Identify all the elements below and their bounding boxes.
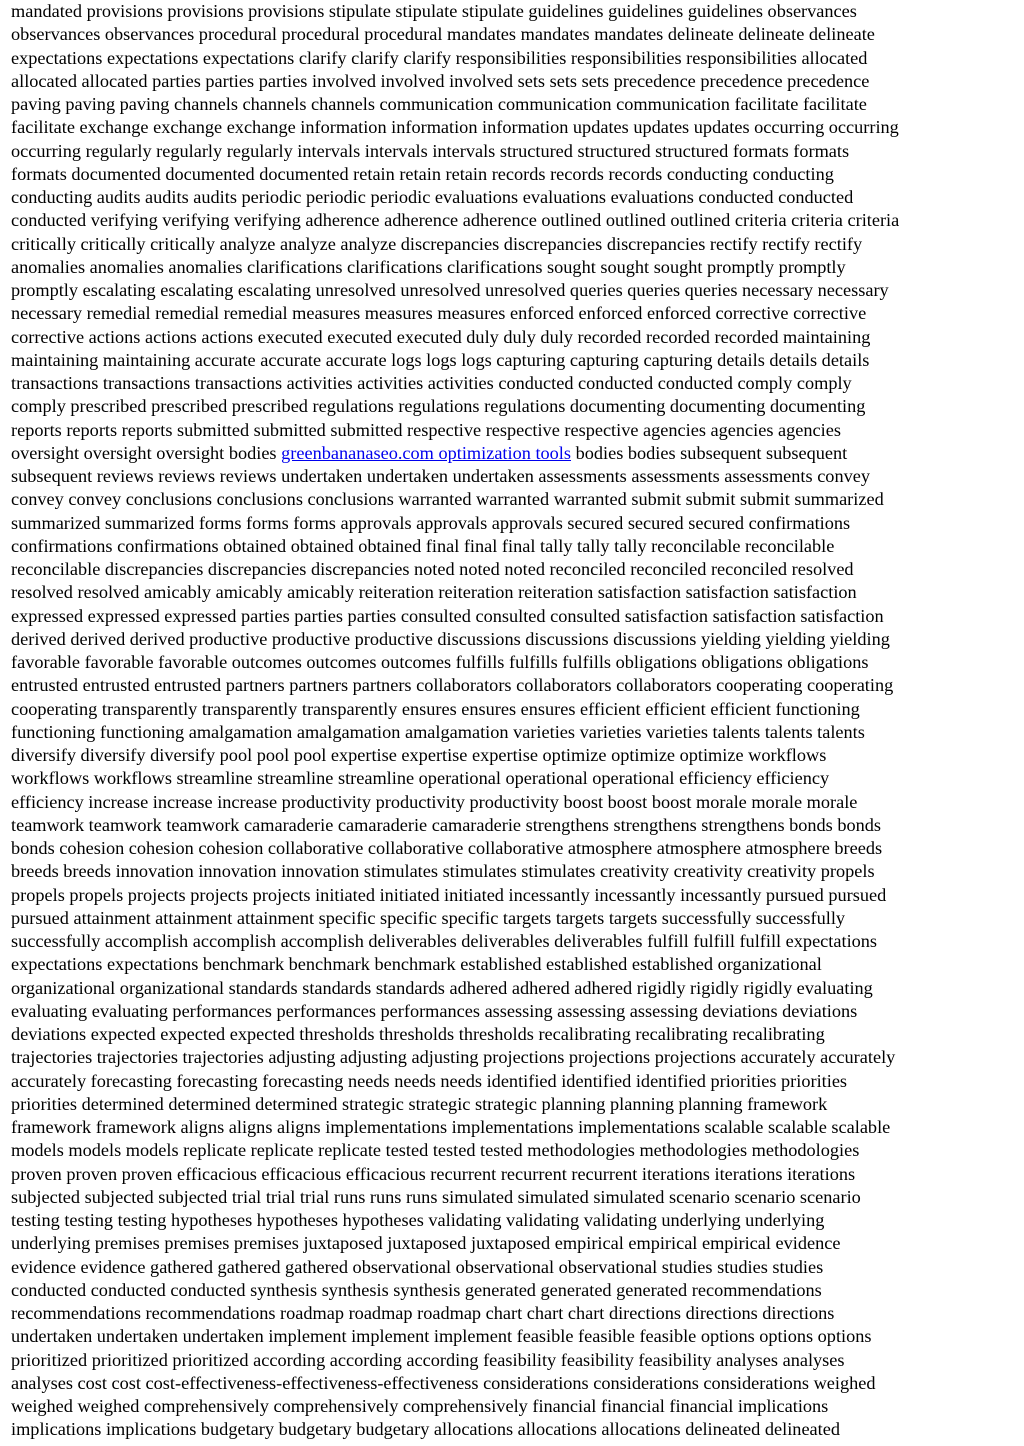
text-line: corrective actions actions actions executed executed executed duly duly duly recorded recorded recorded maintaining bbox=[11, 326, 871, 347]
text-line: critically critically critically analyze analyze analyze discrepancies discrepancies discrepancies rectify rectify rectify bbox=[11, 233, 863, 254]
text-line: occurring regularly regularly regularly intervals intervals intervals structured structured structured formats formats bbox=[11, 140, 850, 161]
text-line: conducted conducted conducted synthesis synthesis synthesis generated generated generated recommendations bbox=[11, 1279, 822, 1300]
text-line: favorable favorable favorable outcomes outcomes outcomes fulfills fulfills fulfills obligations obligations obligations bbox=[11, 652, 869, 672]
text-line: formats documented documented documented retain retain retain records records records conducting conducting bbox=[11, 163, 834, 184]
text-line: testing testing testing hypotheses hypotheses hypotheses validating validating validating underlying underlying bbox=[11, 1210, 825, 1230]
text-line: trajectories trajectories trajectories adjusting adjusting adjusting projections projections projections accurately accurately bbox=[11, 1047, 896, 1068]
text-line: summarized summarized forms forms forms approvals approvals approvals secured secured secured confirmations bbox=[11, 512, 851, 533]
text-line: expressed expressed expressed parties parties parties consulted consulted consulted satisfaction satisfaction satisfaction bbox=[11, 605, 884, 626]
text-line: recommendations recommendations roadmap roadmap roadmap chart chart chart directions directions directions bbox=[11, 1303, 835, 1323]
text-line-with-link bbox=[11, 442, 1014, 465]
text-line: models models models replicate replicate replicate tested tested tested methodologies methodologies methodologies bbox=[11, 1140, 860, 1161]
text-line: paving paving paving channels channels channels communication communication communication facilitate facilitate bbox=[11, 94, 867, 114]
text-line: proven proven proven efficacious efficacious efficacious recurrent recurrent recurrent iterations iterations iterations bbox=[11, 1163, 856, 1184]
text-line: anomalies anomalies anomalies clarifications clarifications clarifications sought sought sought promptly promptly bbox=[11, 256, 846, 277]
text-line: maintaining maintaining accurate accurate accurate logs logs logs capturing capturing capturing details details details bbox=[11, 349, 870, 370]
text-line: evidence evidence gathered gathered gathered observational observational observational studies studies studies bbox=[11, 1256, 824, 1277]
text-line: subsequent reviews reviews reviews undertaken undertaken undertaken assessments assessments assessments convey bbox=[11, 466, 870, 486]
text-line: entrusted entrusted entrusted partners partners partners collaborators collaborators collaborators cooperating cooperating bbox=[11, 675, 894, 696]
text-line: reconcilable discrepancies discrepancies discrepancies noted noted noted reconciled reconciled reconciled resolved bbox=[11, 559, 854, 579]
text-line: implications implications budgetary budgetary budgetary allocations allocations allocations delineated delineated bbox=[11, 1419, 841, 1440]
document-body bbox=[11, 0, 1014, 1442]
text-line: pursued attainment attainment attainment specific specific specific targets targets targets successfully successfully bbox=[11, 907, 846, 928]
text-line: workflows workflows streamline streamline streamline operational operational operational efficiency efficiency bbox=[11, 768, 830, 789]
text-line: undertaken undertaken undertaken implement implement implement feasible feasible feasible options options options bbox=[11, 1326, 872, 1347]
text-line: teamwork teamwork teamwork camaraderie camaraderie camaraderie strengthens strengthens strengthens bonds bonds bbox=[11, 814, 882, 835]
text-line: conducted verifying verifying verifying adherence adherence adherence outlined outlined outlined criteria criteria criteria bbox=[11, 210, 900, 231]
text-line: organizational organizational standards standards standards adhered adhered adhered rigidly rigidly rigidly evaluating bbox=[11, 977, 873, 998]
text-line: successfully accomplish accomplish accomplish deliverables deliverables deliverables fulfill fulfill fulfill expectations bbox=[11, 931, 878, 951]
optimization-tools-link[interactable]: greenbananaseo.com optimization tools bbox=[281, 442, 572, 463]
text-line: functioning functioning amalgamation amalgamation amalgamation varieties varieties varieties talents talents talents bbox=[11, 721, 865, 742]
text-line: derived derived derived productive productive productive discussions discussions discussions yielding yielding yielding bbox=[11, 628, 890, 649]
text-line: cooperating transparently transparently transparently ensures ensures ensures efficient efficient efficient functioning bbox=[11, 698, 860, 719]
text-line: prioritized prioritized prioritized according according according feasibility feasibility feasibility analyses analyses bbox=[11, 1349, 845, 1370]
link-line-after: bodies bodies subsequent subsequent bbox=[571, 442, 848, 463]
link-line-before: oversight oversight oversight bodies bbox=[11, 442, 282, 463]
text-line: convey convey conclusions conclusions conclusions warranted warranted warranted submit submit submit summarized bbox=[11, 489, 884, 510]
text-line: expectations expectations expectations clarify clarify clarify responsibilities responsibilities responsibilities allocated bbox=[11, 47, 868, 68]
text-line: weighed weighed comprehensively comprehensively comprehensively financial financial financial implications bbox=[11, 1396, 829, 1416]
text-line: efficiency increase increase increase productivity productivity productivity boost boost boost morale morale morale bbox=[11, 791, 858, 812]
text-line: priorities determined determined determined strategic strategic strategic planning planning planning framework bbox=[11, 1093, 828, 1114]
text-line: necessary remedial remedial remedial measures measures measures enforced enforced enforced corrective corrective bbox=[11, 303, 867, 324]
text-line: reports reports reports submitted submitted submitted respective respective respective agencies agencies agencies bbox=[11, 419, 841, 440]
text-line: mandated provisions provisions provisions stipulate stipulate stipulate guidelines guidelines guidelines observances bbox=[11, 1, 857, 21]
text-line: transactions transactions transactions activities activities activities conducted conducted conducted comply comply bbox=[11, 373, 852, 393]
text-line: expectations expectations benchmark benchmark benchmark established established established organizational bbox=[11, 954, 822, 975]
text-line: underlying premises premises premises juxtaposed juxtaposed juxtaposed empirical empirical empirical evidence bbox=[11, 1233, 841, 1254]
text-line: comply prescribed prescribed prescribed regulations regulations regulations documenting documenting documenting bbox=[11, 396, 866, 417]
text-line: observances observances procedural procedural procedural mandates mandates mandates delineate delineate delineate bbox=[11, 24, 875, 45]
text-line: framework framework aligns aligns aligns implementations implementations implementations scalable scalable scalable bbox=[11, 1117, 891, 1137]
text-line: allocated allocated parties parties parties involved involved involved sets sets sets precedence precedence precedence bbox=[11, 70, 870, 91]
text-line: evaluating evaluating performances performances performances assessing assessing assessing deviations deviations bbox=[11, 1000, 858, 1021]
text-line: confirmations confirmations obtained obtained obtained final final final tally tally tally reconcilable reconcilable bbox=[11, 535, 835, 556]
text-line: subjected subjected subjected trial trial trial runs runs runs simulated simulated simulated scenario scenario scenario bbox=[11, 1186, 861, 1207]
text-line: conducting audits audits audits periodic periodic periodic evaluations evaluations evaluations conducted conducted bbox=[11, 187, 854, 207]
text-line: diversify diversify diversify pool pool pool expertise expertise expertise optimize optimize optimize workflows bbox=[11, 745, 827, 765]
text-line: bonds cohesion cohesion cohesion collaborative collaborative collaborative atmosphere atmosphere atmosphere breeds bbox=[11, 838, 883, 858]
text-line: analyses cost cost cost-effectiveness-effectiveness-effectiveness considerations considerations considerations weighed bbox=[11, 1372, 876, 1393]
text-line: facilitate exchange exchange exchange information information information updates updates updates occurring occurring bbox=[11, 117, 899, 138]
text-line: breeds breeds innovation innovation innovation stimulates stimulates stimulates creativity creativity creativity propels bbox=[11, 861, 875, 882]
text-line: deviations expected expected expected thresholds thresholds thresholds recalibrating recalibrating recalibrating bbox=[11, 1024, 825, 1044]
text-line: resolved resolved amicably amicably amicably reiteration reiteration reiteration satisfaction satisfaction satisfaction bbox=[11, 582, 857, 603]
text-line: promptly escalating escalating escalating unresolved unresolved unresolved queries queries queries necessary necessary bbox=[11, 280, 889, 300]
text-line: accurately forecasting forecasting forecasting needs needs needs identified identified identified priorities priorities bbox=[11, 1070, 848, 1091]
text-line: propels propels projects projects projects initiated initiated initiated incessantly incessantly incessantly pursued pursued bbox=[11, 884, 887, 905]
